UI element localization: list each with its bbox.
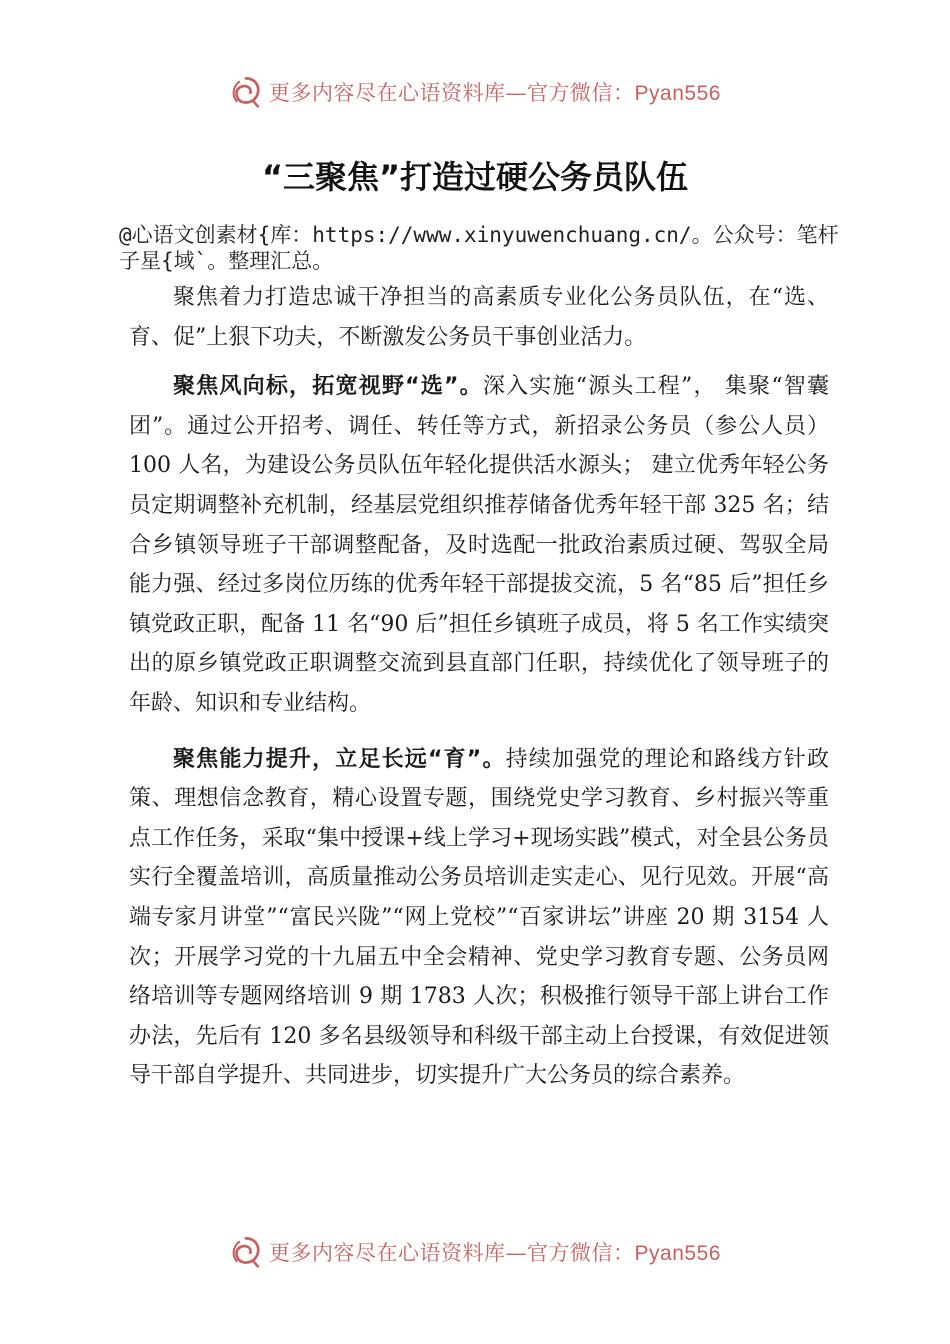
wechat-id: Pyan556 xyxy=(634,82,721,105)
section-heading: 聚焦能力提升，立足长远“育”。 xyxy=(173,746,506,772)
section-heading: 聚焦风向标，拓宽视野“选”。 xyxy=(173,374,483,400)
section-paragraph xyxy=(129,740,829,1096)
red-swirl-logo-icon xyxy=(229,1235,263,1269)
document-body xyxy=(129,278,829,1096)
section-body: 深入实施“源头工程”， 集聚“智囊团”。通过公开招考、调任、转任等方式，新招录公务员（参公人员）100 人名，为建设公务员队伍年轻化提供活水源头； 建立优秀年轻公务员定期调整补充机制，经基层党组织推荐储备优秀年轻干部 325 名；结合乡镇领导班子干部调整配备，及时选配一批政治素质过硬、驾驭全局能力强、经过多岗位历练的优秀年轻干部提拔交流，5 名“85 后”担任乡镇党政正职，配备 11 名“90 后”担任乡镇班子成员，将 5 名工作实绩突出的原乡镇党政正职调整交流到县直部门任职，持续优化了领导班子的年龄、知识和专业结构。 xyxy=(129,374,829,716)
document-title: “三聚焦”打造过硬公务员队伍 xyxy=(261,158,689,196)
section-body: 持续加强党的理论和路线方针政策、理想信念教育，精心设置专题，围绕党史学习教育、乡村振兴等重点工作任务，采取“集中授课+线上学习+现场实践”模式，对全县公务员实行全覆盖培训，高质量推动公务员培训走实走心、见行见效。开展“高端专家月讲堂”“富民兴陇”“网上党校”“百家讲坛”讲座 20 期 3154 人次；开展学习党的十九届五中全会精神、党史学习教育专题、公务员网络培训等专题网络培训 9 期 1783 人次；积极推行领导干部上讲台工作办法，先后有 120 多名县级领导和科级干部主动上台授课，有效促进领导干部自学提升、共同进步，切实提升广大公务员的综合素养。 xyxy=(129,746,829,1089)
footer-watermark-banner xyxy=(0,1232,950,1272)
banner-text: 更多内容尽在心语资料库—官方微信：Pyan556 xyxy=(269,1241,721,1265)
header-watermark-banner xyxy=(0,72,950,112)
banner-text: 更多内容尽在心语资料库—官方微信：Pyan556 xyxy=(269,81,721,105)
intro-paragraph: 聚焦着力打造忠诚干净担当的高素质专业化公务员队伍，在“选、育、促”上狠下功夫，不断激发公务员干事创业活力。 xyxy=(129,285,829,350)
source-note: @心语文创素材{库：https://www.xinyuwenchuang.cn/。公众号：笔杆子星{域`。整理汇总。 xyxy=(119,223,839,273)
section-paragraph xyxy=(129,367,829,723)
wechat-id: Pyan556 xyxy=(634,1242,721,1265)
red-swirl-logo-icon xyxy=(229,75,263,109)
